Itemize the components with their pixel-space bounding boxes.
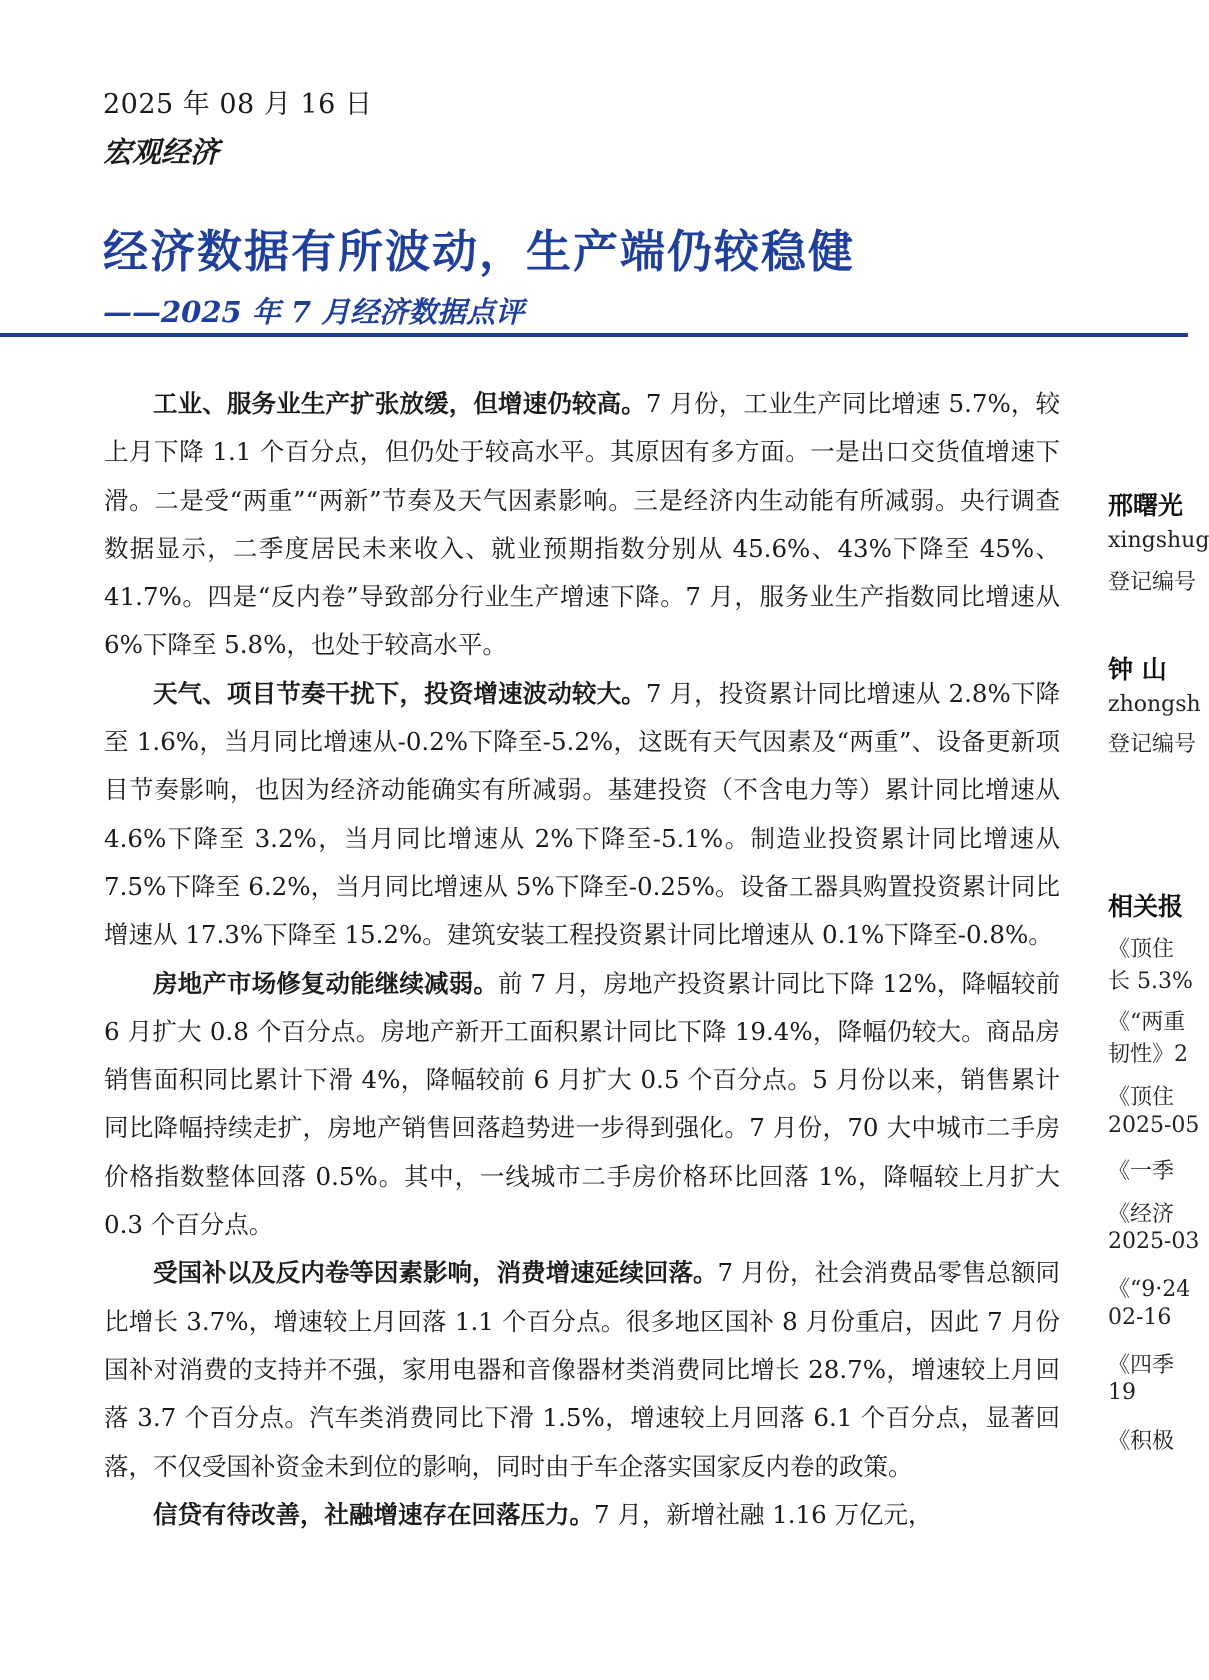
related-report-link[interactable]: 02-16 [1108, 1305, 1172, 1330]
paragraph-credit [104, 1491, 1060, 1539]
related-report-link[interactable]: 19 [1108, 1380, 1136, 1405]
related-report-link[interactable]: 长 5.3% [1108, 969, 1193, 994]
title-divider [0, 333, 1188, 337]
analyst-registration: 登记编号 [1108, 732, 1197, 757]
paragraph-heading: 房地产市场修复动能继续减弱。 [153, 968, 498, 998]
related-report-link[interactable]: 2025-03 [1108, 1229, 1200, 1254]
related-report-link[interactable]: 《一季 [1108, 1159, 1175, 1184]
related-report-link[interactable]: 《“两重 [1108, 1010, 1186, 1035]
report-date: 2025 年 08 月 16 日 [103, 89, 373, 120]
paragraph-text: 7 月，投资累计同比增速从 2.8%下降至 1.6%，当月同比增速从-0.2%下降至-5.2%，这既有天气因素及“两重”、设备更新项目节奏影响，也因为经济动能确实有所减弱。基建投资（不含电力等）累计同比增速从 4.6%下降至 3.2%，当月同比增速从 2%下降至-5.1%。制造业投资累计同比增速从 7.5%下降至 6.2%，当月同比增速从 5%下降至-0.25%。设备工器具购置投资累计同比增速从 17.3%下降至 15.2%。建筑安装工程投资累计同比增速从 0.1%下降至-0.8%。 [104, 678, 1061, 950]
report-body [104, 380, 1060, 1539]
analyst-registration: 登记编号 [1108, 570, 1197, 595]
report-category: 宏观经济 [103, 135, 220, 169]
report-subtitle: ——2025 年 7 月经济数据点评 [103, 295, 525, 329]
related-report-link[interactable]: 韧性》2 [1108, 1042, 1188, 1067]
related-report-link[interactable]: 《经济 [1108, 1202, 1175, 1227]
related-report-link[interactable]: 《“9·24 [1108, 1277, 1191, 1302]
paragraph-text: 7 月，新增社融 1.16 万亿元， [594, 1499, 933, 1529]
related-report-link[interactable]: 《积极 [1108, 1429, 1175, 1454]
related-report-link[interactable]: 《四季 [1108, 1353, 1175, 1378]
paragraph-heading: 天气、项目节奏干扰下，投资增速波动较大。 [153, 678, 646, 708]
paragraph-real-estate [104, 960, 1060, 1250]
paragraph-heading: 受国补以及反内卷等因素影响，消费增速延续回落。 [153, 1258, 718, 1288]
related-report-link[interactable]: 《顶住 [1108, 937, 1175, 962]
analyst-email[interactable]: zhongsh [1108, 692, 1201, 717]
related-report-link[interactable]: 2025-05 [1108, 1113, 1200, 1138]
paragraph-heading: 工业、服务业生产扩张放缓，但增速仍较高。 [153, 389, 646, 418]
report-title: 经济数据有所波动，生产端仍较稳健 [103, 225, 856, 278]
paragraph-text: 前 7 月，房地产投资累计同比下降 12%，降幅较前 6 月扩大 0.8 个百分点。房地产新开工面积累计同比下降 19.4%，降幅仍较大。商品房销售面积同比累计下滑 4%，降幅较前 6 月扩大 0.5 个百分点。5 月份以来，销售累计同比降幅持续走扩，房地产销售回落趋势进一步得到强化。7 月份，70 大中城市二手房价格指数整体回落 0.5%。其中，一线城市二手房价格环比回落 1%，降幅较上月扩大 0.3 个百分点。 [104, 968, 1061, 1240]
analyst-email[interactable]: xingshug [1108, 528, 1209, 553]
analyst-name: 邢曙光 [1108, 491, 1184, 520]
sidebar [1108, 0, 1209, 1680]
paragraph-text: 7 月份，工业生产同比增速 5.7%，较上月下降 1.1 个百分点，但仍处于较高水平。其原因有多方面。一是出口交货值增速下滑。二是受“两重”“两新”节奏及天气因素影响。三是经济内生动能有所减弱。央行调查数据显示，二季度居民未来收入、就业预期指数分别从 45.6%、43%下降至 45%、41.7%。四是“反内卷”导致部分行业生产增速下降。7 月，服务业生产指数同比增速从 6%下降至 5.8%，也处于较高水平。 [104, 389, 1061, 660]
paragraph-heading: 信贷有待改善，社融增速存在回落压力。 [153, 1499, 594, 1529]
related-reports-heading: 相关报 [1108, 892, 1184, 921]
paragraph-investment [104, 670, 1060, 960]
paragraph-text: 7 月份，社会消费品零售总额同比增长 3.7%，增速较上月回落 1.1 个百分点。很多地区国补 8 月份重启，因此 7 月份国补对消费的支持并不强，家用电器和音像器材类消费同比增长 28.7%，增速较上月回落 3.7 个百分点。汽车类消费同比下滑 1.5%，增速较上月回落 6.1 个百分点，显著回落，不仅受国补资金未到位的影响，同时由于车企落实国家反内卷的政策。 [104, 1258, 1061, 1481]
related-report-link[interactable]: 《顶住 [1108, 1085, 1175, 1110]
analyst-name: 钟 山 [1108, 655, 1167, 684]
paragraph-industry [104, 380, 1060, 670]
paragraph-consumption [104, 1249, 1060, 1490]
